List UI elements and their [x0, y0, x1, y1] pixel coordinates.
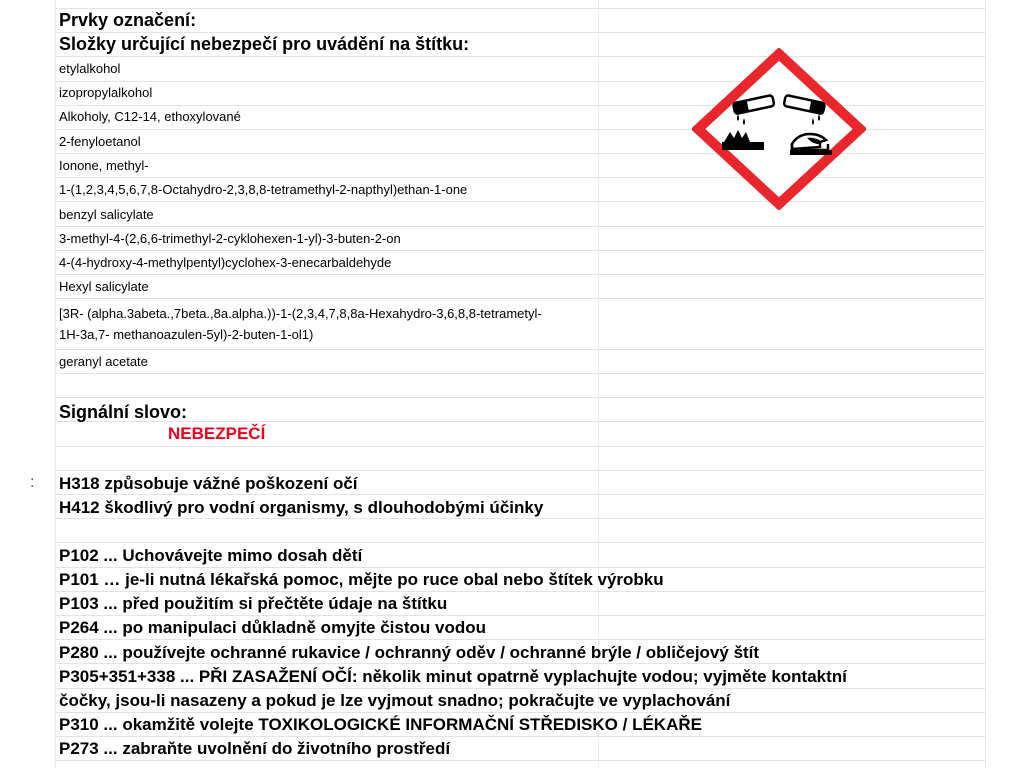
- section-subheading: Složky určující nebezpečí pro uvádění na štítku:: [59, 34, 470, 54]
- signal-word-label: Signální slovo:: [59, 402, 188, 422]
- ingredient-item: izopropylalkohol: [59, 85, 153, 100]
- ingredient-item: 1-(1,2,3,4,5,6,7,8-Octahydro-2,3,8,8-tetramethyl-2-napthyl)ethan-1-one: [59, 182, 468, 197]
- ingredient-item: 2-fenyloetanol: [59, 134, 141, 149]
- cell-edge-mark: :: [30, 474, 35, 491]
- ingredient-item: 3-methyl-4-(2,6,6-trimethyl-2-cyklohexen-1-yl)-3-buten-2-on: [59, 231, 401, 246]
- ingredient-item: benzyl salicylate: [59, 207, 154, 222]
- hazard-statement: H412 škodlivý pro vodní organismy, s dlouhodobými účinky: [59, 498, 544, 517]
- precautionary-statement: P102 ... Uchovávejte mimo dosah dětí: [59, 546, 363, 565]
- precautionary-statement: P101 … je-li nutná lékařská pomoc, mějte po ruce obal nebo štítek výrobku: [59, 570, 664, 589]
- ingredient-item: 4-(4-hydroxy-4-methylpentyl)cyclohex-3-enecarbaldehyde: [59, 255, 392, 270]
- precautionary-statement: P280 ... používejte ochranné rukavice / ochranný oděv / ochranné brýle / obličejový štít: [59, 643, 760, 662]
- ingredient-item: 1H-3a,7- methanoazulen-5yl)-2-buten-1-ol1): [59, 327, 314, 342]
- precautionary-statement: P103 ... před použitím si přečtěte údaje na štítku: [59, 594, 448, 613]
- ingredient-item: Hexyl salicylate: [59, 279, 149, 294]
- ghs05-corrosion-icon: [692, 48, 866, 210]
- precautionary-statement: čočky, jsou-li nasazeny a pokud je lze vyjmout snadno; pokračujte ve vyplachování: [59, 691, 731, 710]
- signal-word-value: NEBEZPEČÍ: [168, 424, 266, 443]
- precautionary-statement: P305+351+338 ... PŘI ZASAŽENÍ OČÍ: několik minut opatrně vyplachujte vodou; vyjměte kontaktní: [59, 667, 847, 686]
- precautionary-statement: P273 ... zabraňte uvolnění do životního prostředí: [59, 739, 451, 758]
- ingredient-item: [3R- (alpha.3abeta.,7beta.,8a.alpha.))-1-(2,3,4,7,8,8a-Hexahydro-3,6,8,8-tetrametyl-: [59, 306, 542, 321]
- precautionary-statement: P310 ... okamžitě volejte TOXIKOLOGICKÉ INFORMAČNÍ STŘEDISKO / LÉKAŘE: [59, 715, 702, 734]
- ingredient-item: Alkoholy, C12-14, ethoxylované: [59, 109, 241, 124]
- hazard-statement: H318 způsobuje vážné poškození očí: [59, 474, 358, 493]
- ingredient-item: geranyl acetate: [59, 354, 148, 369]
- ingredient-item: etylalkohol: [59, 61, 121, 76]
- ingredient-item: Ionone, methyl-: [59, 158, 149, 173]
- precautionary-statement: P264 ... po manipulaci důkladně omyjte čistou vodou: [59, 618, 486, 637]
- section-heading: Prvky označení:: [59, 10, 197, 30]
